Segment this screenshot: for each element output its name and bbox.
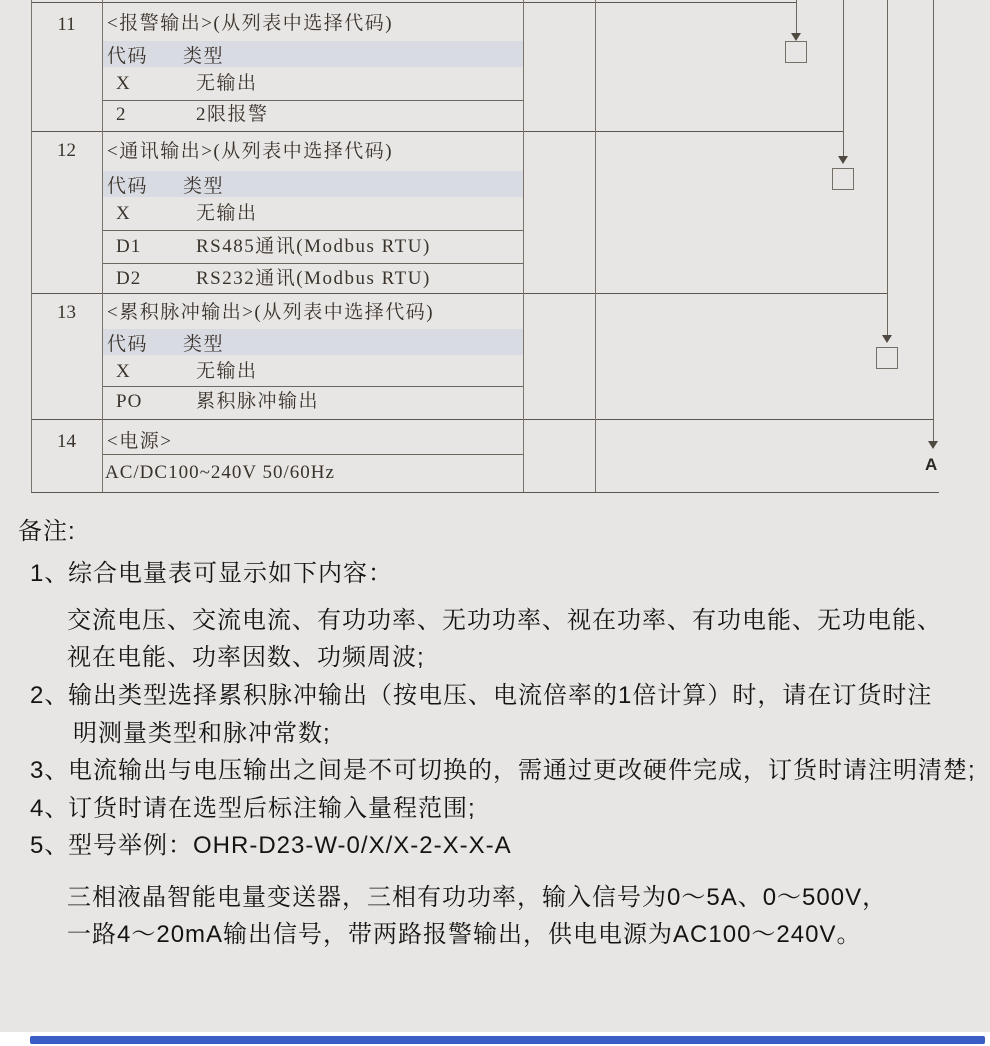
connector-line	[887, 0, 888, 336]
option-row	[103, 202, 523, 226]
option-type: 累积脉冲输出	[196, 391, 320, 412]
table-grid-line	[31, 0, 32, 492]
option-row	[103, 390, 523, 414]
type-column-header: 类型	[183, 45, 225, 67]
option-code: 2	[116, 104, 127, 125]
table-grid-line	[31, 419, 933, 420]
arrow-down-icon	[882, 335, 892, 343]
option-row	[103, 235, 523, 259]
option-code: X	[116, 73, 131, 94]
code-selection-box	[876, 347, 898, 369]
table-grid-line	[31, 492, 939, 493]
note-number: 2、	[30, 682, 70, 709]
option-type: RS485通讯(Modbus RTU)	[196, 236, 431, 257]
note-line	[30, 832, 512, 859]
type-column-header: 类型	[183, 333, 225, 355]
code-column-header: 代码	[107, 45, 149, 67]
arrow-down-icon	[791, 33, 801, 41]
table-grid-line	[31, 293, 887, 294]
table-grid-line	[31, 131, 843, 132]
note-number: 3、	[30, 757, 70, 784]
table-grid-line	[31, 2, 797, 3]
option-row	[103, 72, 523, 96]
option-code: PO	[116, 391, 143, 412]
power-supply-value: AC/DC100~240V 50/60Hz	[105, 462, 335, 483]
code-selection-box	[832, 168, 854, 190]
row-number: 13	[57, 302, 76, 323]
note-line: 一路4～20mA输出信号，带两路报警输出，供电电源为AC100～240V。	[67, 921, 862, 948]
row-number: 14	[57, 431, 76, 452]
option-code: X	[116, 203, 131, 224]
note-text: 综合电量表可显示如下内容：	[68, 560, 393, 587]
arrow-down-icon	[838, 156, 848, 164]
table-subrow-line	[102, 100, 523, 101]
row-number: 12	[57, 140, 76, 161]
note-text: 订货时请在选型后标注输入量程范围;	[68, 795, 476, 822]
option-code: X	[116, 361, 131, 382]
option-code: D2	[116, 268, 142, 289]
code-selection-box	[785, 41, 807, 63]
arrow-down-icon	[928, 441, 938, 449]
option-row	[103, 103, 523, 127]
note-text: 输出类型选择累积脉冲输出（按电压、电流倍率的1倍计算）时，请在订货时注	[68, 682, 933, 709]
note-line: 三相液晶智能电量变送器，三相有功功率，输入信号为0～5A、0～500V，	[67, 884, 888, 911]
footer-blue-bar	[30, 1036, 985, 1044]
row-title: <电源>	[107, 431, 173, 452]
option-row	[103, 360, 523, 384]
note-number: 4、	[30, 795, 70, 822]
connector-line	[796, 0, 797, 34]
note-line	[30, 682, 932, 709]
table-grid-line	[595, 0, 596, 492]
type-column-header: 类型	[183, 175, 225, 197]
option-type: 无输出	[196, 73, 258, 94]
row-title: <报警输出>(从列表中选择代码)	[107, 13, 394, 34]
note-line	[30, 757, 976, 784]
code-type-header-row	[103, 329, 523, 355]
note-number: 5、	[30, 832, 70, 859]
note-line	[30, 795, 476, 822]
code-type-header-row	[103, 41, 523, 67]
option-type: 无输出	[196, 361, 258, 382]
code-column-header: 代码	[107, 333, 149, 355]
connector-line	[843, 0, 844, 157]
table-subrow-line	[102, 454, 523, 455]
example-code-letter: A	[925, 455, 938, 474]
row-title: <通讯输出>(从列表中选择代码)	[107, 141, 394, 162]
note-text: 电流输出与电压输出之间是不可切换的，需通过更改硬件完成，订货时请注明清楚;	[68, 757, 976, 784]
table-grid-line	[523, 0, 524, 492]
option-row	[103, 267, 523, 291]
row-number: 11	[57, 14, 76, 35]
code-type-header-row	[103, 171, 523, 197]
connector-line	[933, 0, 934, 442]
table-subrow-line	[102, 386, 523, 387]
option-type: RS232通讯(Modbus RTU)	[196, 268, 431, 289]
option-type: 无输出	[196, 203, 258, 224]
row-title: <累积脉冲输出>(从列表中选择代码)	[107, 302, 435, 323]
note-line: 视在电能、功率因数、功频周波;	[67, 644, 425, 671]
note-line	[30, 560, 393, 587]
note-text: 型号举例：OHR-D23-W-0/X/X-2-X-X-A	[68, 832, 512, 859]
table-subrow-line	[102, 263, 523, 264]
note-line: 交流电压、交流电流、有功功率、无功功率、视在功率、有功电能、无功电能、	[67, 607, 942, 634]
note-number: 1、	[30, 560, 70, 587]
note-line: 明测量类型和脉冲常数;	[73, 720, 331, 747]
option-type: 2限报警	[196, 104, 269, 125]
notes-heading: 备注:	[18, 518, 76, 545]
option-code: D1	[116, 236, 142, 257]
table-subrow-line	[102, 230, 523, 231]
code-column-header: 代码	[107, 175, 149, 197]
